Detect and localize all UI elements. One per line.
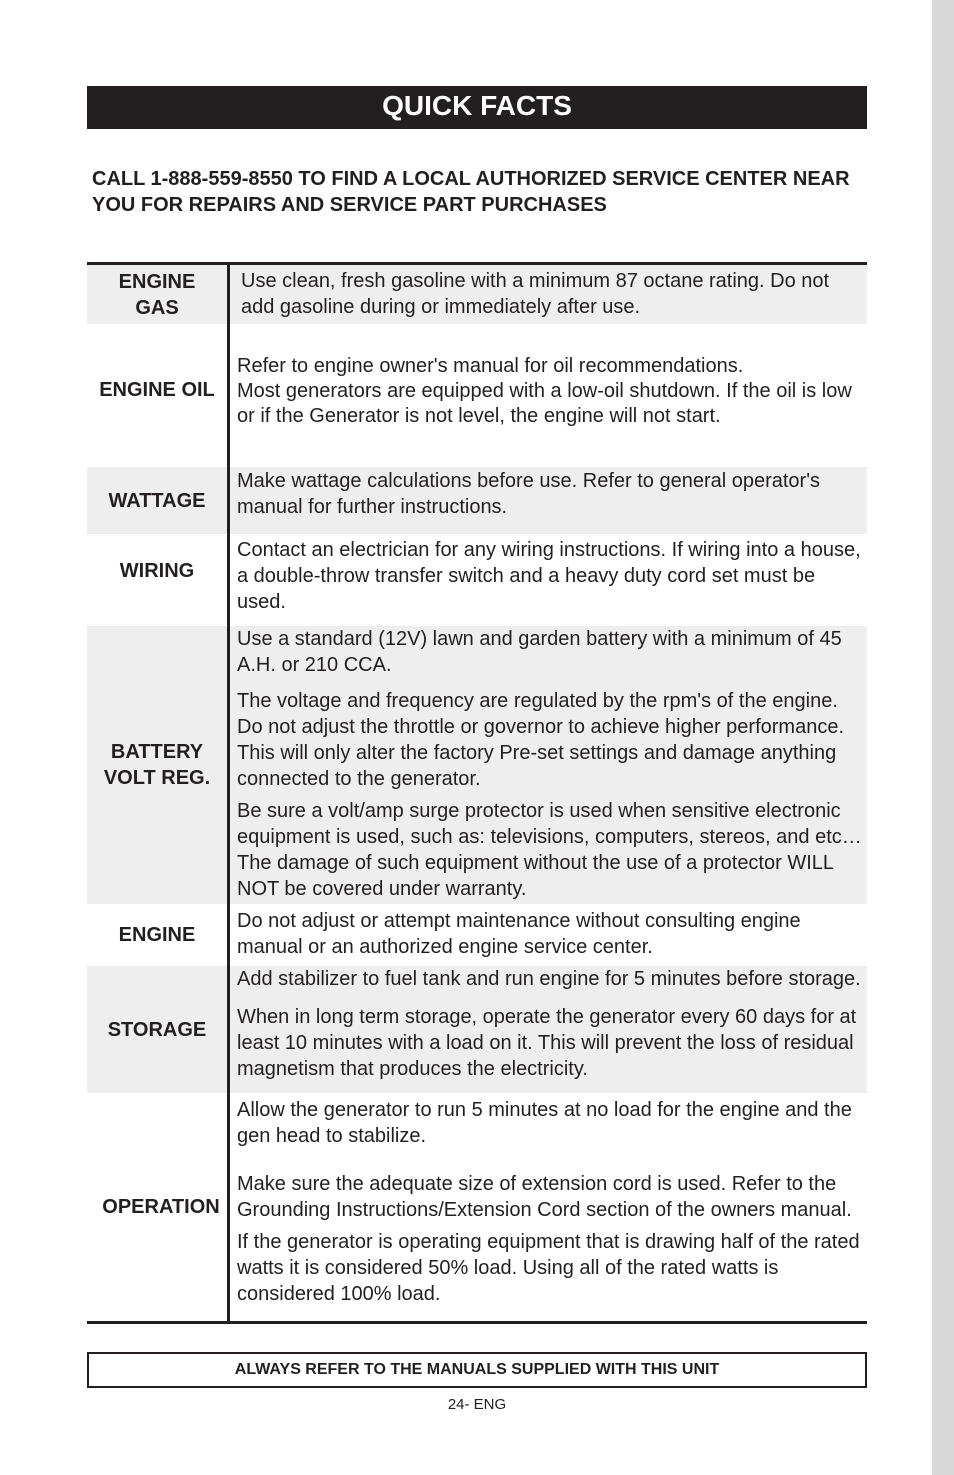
- row-paragraph: Make sure the adequate size of extension cord is used. Refer to the Grounding Instructions/Extension Cord section of the owners manual.: [237, 1173, 852, 1221]
- service-call-notice: CALL 1-888-559-8550 TO FIND A LOCAL AUTHORIZED SERVICE CENTER NEAR YOU FOR REPAIRS AND SERVICE PART PURCHASES: [92, 168, 850, 216]
- page-number: 24- ENG: [447, 1396, 507, 1413]
- row-paragraph: Be sure a volt/amp surge protector is used when sensitive electronic equipment is used, such as: televisions, computers, stereos, and etc… The damage of such equipment without the use of a protector WILL NOT be covered under warranty.: [237, 800, 862, 900]
- page-edge-strip: [932, 0, 954, 1475]
- row-label: ENGINE: [118, 924, 196, 946]
- row-text: [227, 1093, 867, 1321]
- page-title: QUICK FACTS: [87, 86, 867, 129]
- row-text: [227, 467, 867, 534]
- row-text: [227, 904, 867, 966]
- fact-row-operation: [87, 1093, 867, 1321]
- row-text: [227, 324, 867, 467]
- fact-row-battery-volt-reg: [87, 626, 867, 904]
- fact-row-engine-oil: [87, 324, 867, 467]
- row-label: WATTAGE: [108, 489, 206, 512]
- row-label: BATTERY VOLT REG.: [103, 741, 211, 789]
- row-label: ENGINE OIL: [99, 378, 215, 401]
- table-bottom-rule: [87, 1321, 867, 1324]
- row-paragraph: If the generator is operating equipment that is drawing half of the rated watts it is considered 50% load. Using all of the rated watts is considered 100% load.: [237, 1231, 860, 1305]
- row-paragraph: Allow the generator to run 5 minutes at no load for the engine and the gen head to stabilize.: [237, 1099, 852, 1147]
- row-paragraph: When in long term storage, operate the generator every 60 days for at least 10 minutes with a load on it. This will prevent the loss of residual magnetism that produces the electricity.: [237, 1006, 857, 1080]
- fact-row-engine-gas: [87, 265, 867, 324]
- row-label: STORAGE: [107, 1018, 207, 1041]
- row-paragraph: The voltage and frequency are regulated by the rpm's of the engine. Do not adjust the throttle or governor to achieve higher performance. This will only alter the factory Pre-set settings and damage anything connected to the generator.: [237, 690, 845, 790]
- fact-row-engine: [87, 904, 867, 966]
- manuals-notice: ALWAYS REFER TO THE MANUALS SUPPLIED WITH THIS UNIT: [87, 1352, 867, 1388]
- fact-row-wiring: [87, 534, 867, 626]
- row-label: OPERATION: [102, 1196, 220, 1218]
- fact-row-storage: [87, 966, 867, 1093]
- row-paragraph: Make wattage calculations before use. Refer to general operator's manual for further instructions.: [237, 470, 821, 518]
- row-paragraph: Refer to engine owner's manual for oil recommendations. Most generators are equipped with a low-oil shutdown. If the oil is low or if the Generator is not level, the engine will not start.: [237, 355, 852, 427]
- row-text: [227, 966, 867, 1093]
- row-label: WIRING: [119, 560, 195, 582]
- row-text: [227, 626, 867, 904]
- row-paragraph: Use clean, fresh gasoline with a minimum 87 octane rating. Do not add gasoline during or immediately after use.: [241, 270, 830, 318]
- row-paragraph: Add stabilizer to fuel tank and run engine for 5 minutes before storage.: [237, 968, 861, 990]
- row-text: [227, 534, 867, 626]
- row-text: [227, 265, 867, 324]
- row-paragraph: Contact an electrician for any wiring instructions. If wiring into a house, a double-throw transfer switch and a heavy duty cord set must be used.: [237, 539, 861, 613]
- row-paragraph: Do not adjust or attempt maintenance without consulting engine manual or an authorized engine service center.: [237, 910, 801, 958]
- fact-row-wattage: [87, 467, 867, 534]
- quick-facts-table: [87, 262, 867, 1324]
- row-paragraph: Use a standard (12V) lawn and garden battery with a minimum of 45 A.H. or 210 CCA.: [237, 628, 842, 676]
- row-label: ENGINE GAS: [118, 270, 196, 319]
